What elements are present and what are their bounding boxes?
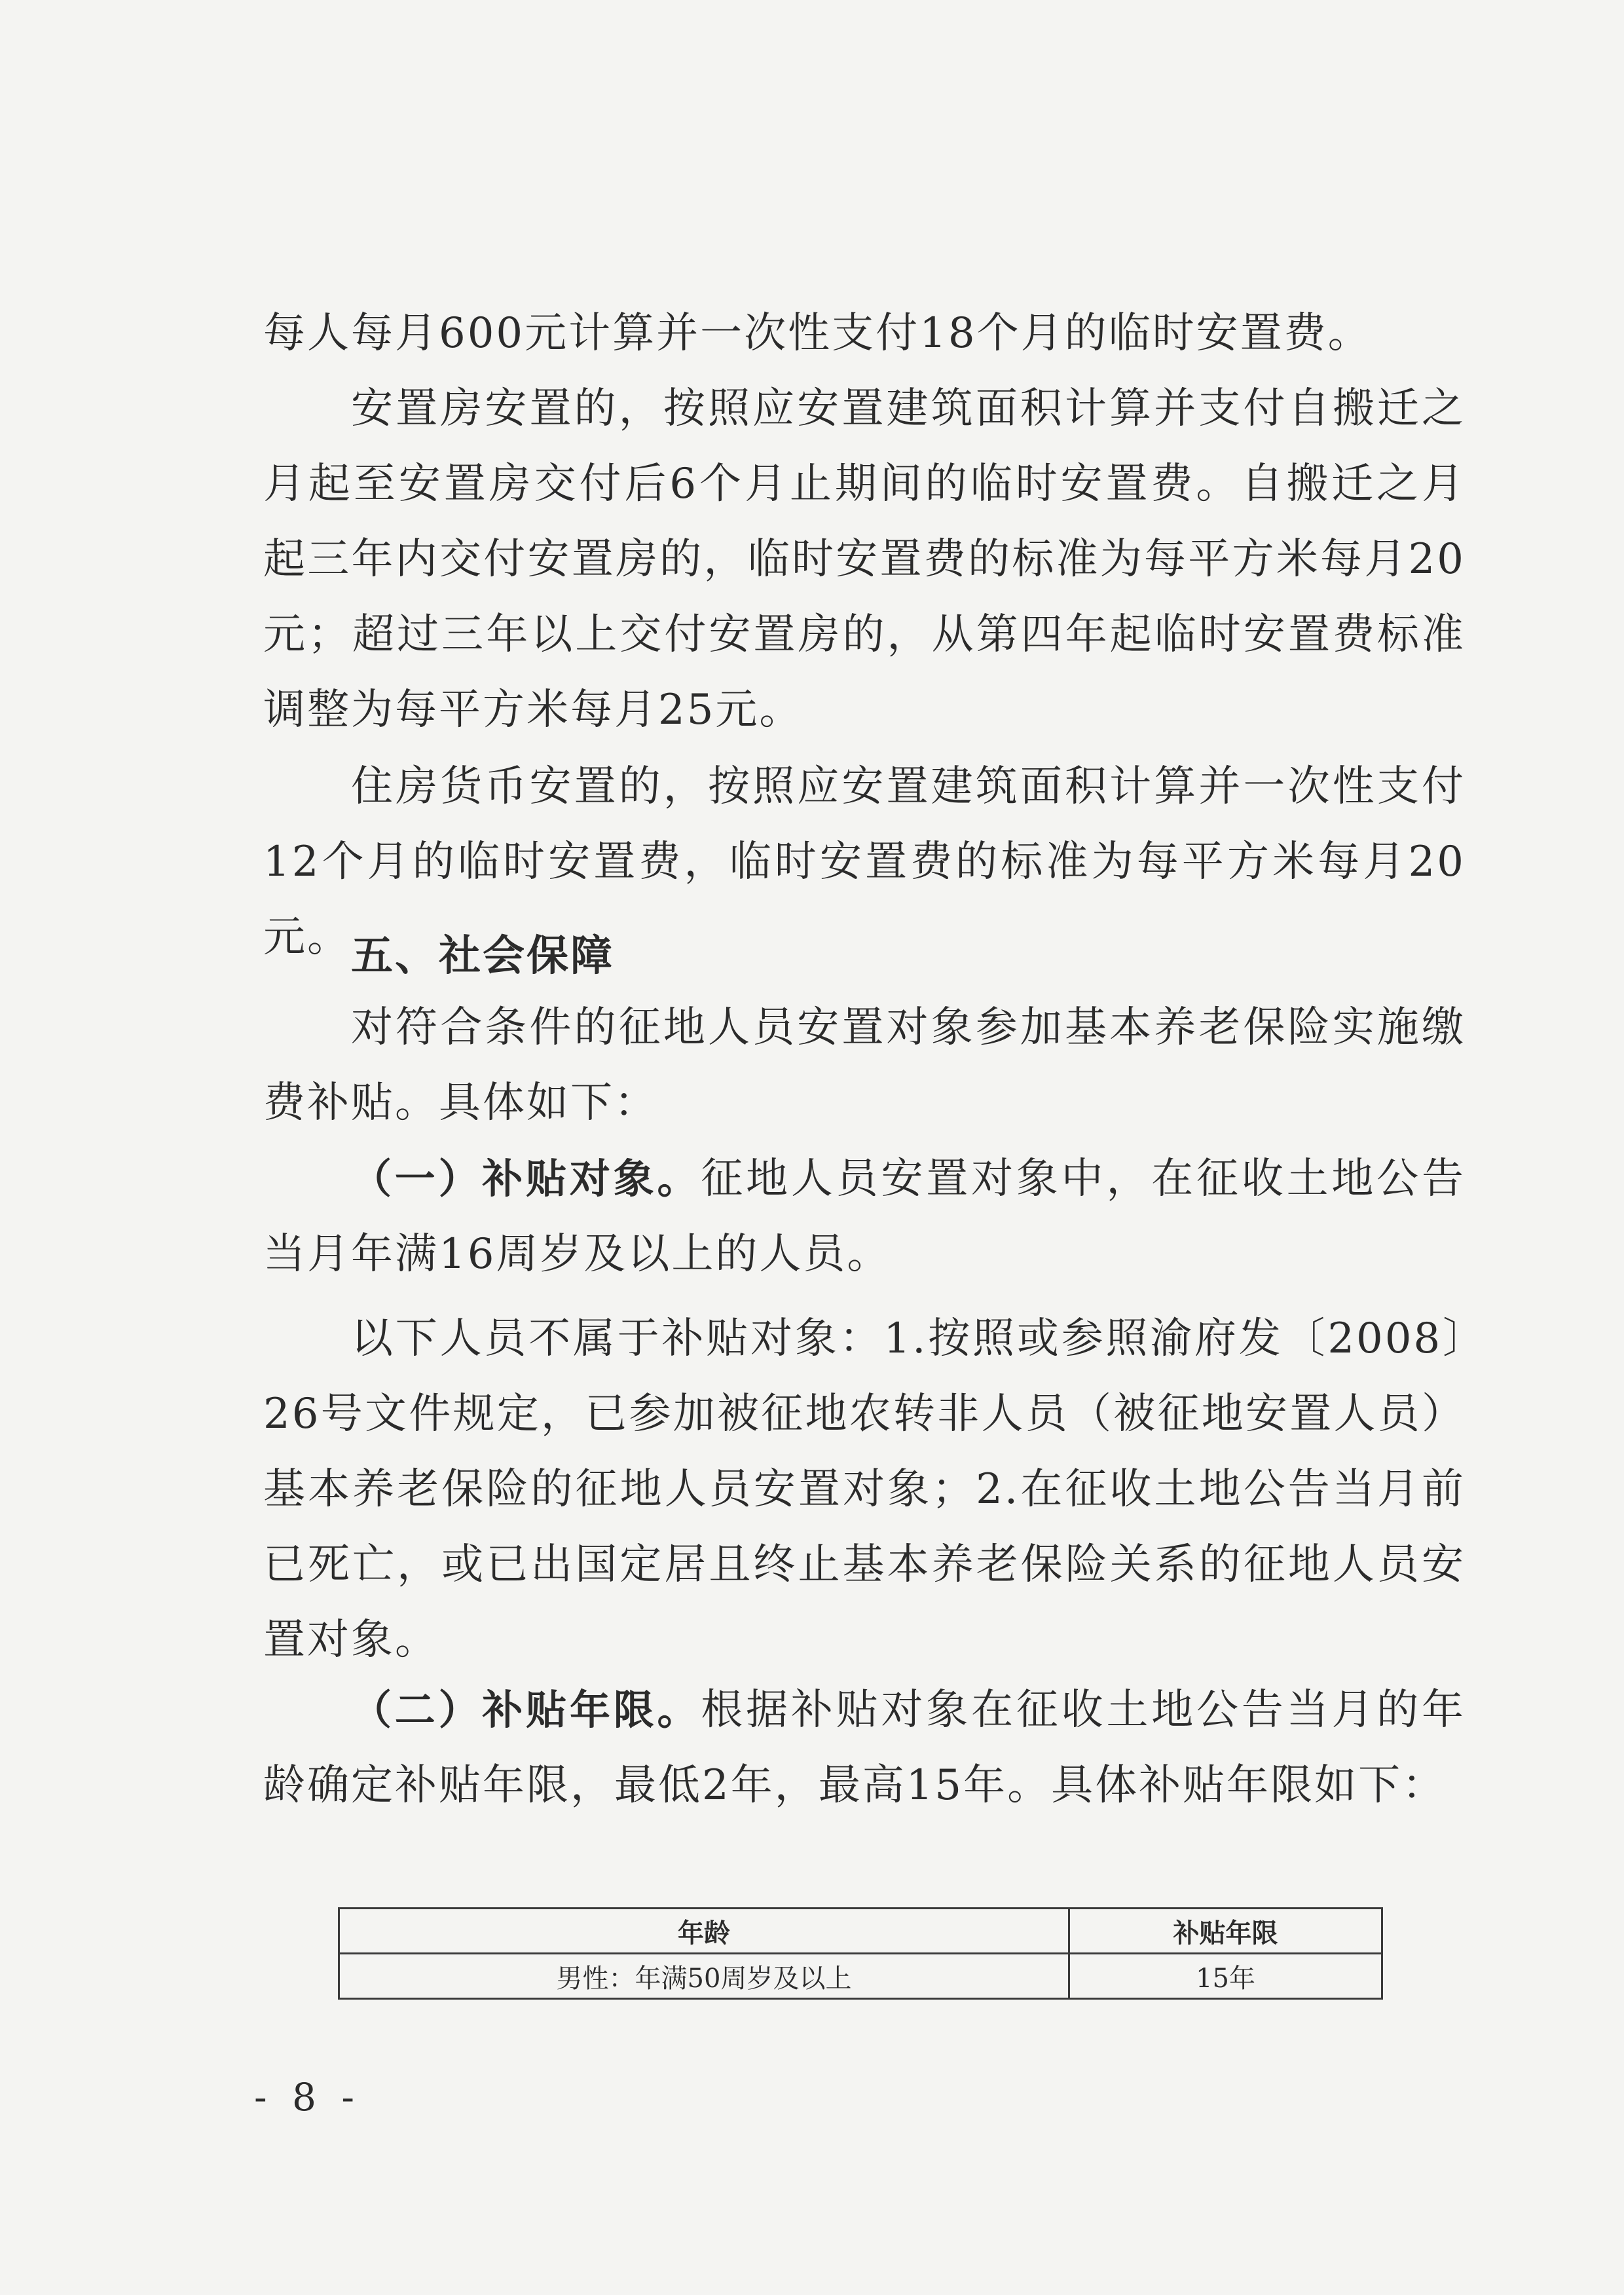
subheading-subsidy-target: （一）补贴对象。: [351, 1155, 701, 1203]
table-header-years: 补贴年限: [1069, 1909, 1382, 1954]
paragraph-exclusions: 以下人员不属于补贴对象：1.按照或参照渝府发〔2008〕26号文件规定，已参加被征地农转非人员（被征地安置人员）基本养老保险的征地人员安置对象；2.在征收土地公告当月前已死亡，或已出国定居且终止基本养老保险关系的征地人员安置对象。: [263, 1315, 1466, 1664]
subsidy-years-table: [338, 1907, 1383, 2000]
section-heading-social-security: 五、社会保障: [351, 932, 614, 980]
paragraph-monetary-resettlement: 住房货币安置的，按照应安置建筑面积计算并一次性支付12个月的临时安置费，临时安置费的标准为每平方米每月20元。: [263, 762, 1466, 961]
paragraph-subsidy-target: [263, 1141, 1466, 1292]
paragraph-subsidy-years: [263, 1672, 1466, 1823]
table-cell-age: 男性：年满50周岁及以上: [339, 1954, 1069, 1999]
paragraph-resettlement-housing: 安置房安置的，按照应安置建筑面积计算并支付自搬迁之月起至安置房交付后6个月止期间的临时安置费。自搬迁之月起三年内交付安置房的，临时安置费的标准为每平方米每月20元；超过三年以上交付安置房的，从第四年起临时安置费标准调整为每平方米每月25元。: [263, 384, 1466, 734]
subheading-subsidy-years: （二）补贴年限。: [351, 1686, 701, 1734]
table-row: [339, 1954, 1382, 1999]
page-number: - 8 -: [254, 2075, 361, 2119]
table-cell-years: 15年: [1069, 1954, 1382, 1999]
table-header-age: 年龄: [339, 1909, 1069, 1954]
paragraph-temp-fee-continued: 每人每月600元计算并一次性支付18个月的临时安置费。: [263, 309, 1372, 358]
subsidy-target-text: 征地人员安置对象中，在征收土地公告当月年满16周岁及以上的人员。: [263, 1155, 1466, 1278]
table-header-row: [339, 1909, 1382, 1954]
paragraph-subsidy-intro: 对符合条件的征地人员安置对象参加基本养老保险实施缴费补贴。具体如下：: [263, 1003, 1466, 1127]
subsidy-years-text: 根据补贴对象在征收土地公告当月的年龄确定补贴年限，最低2年，最高15年。具体补贴年限如下：: [263, 1686, 1466, 1810]
